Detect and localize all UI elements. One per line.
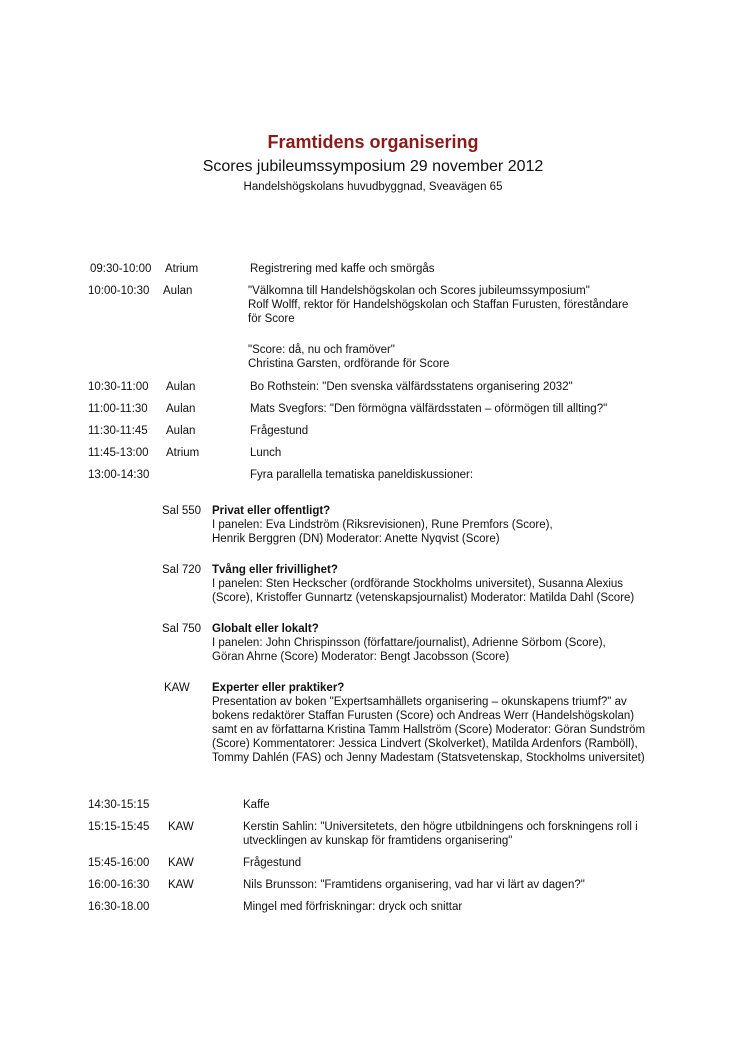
schedule-room: KAW — [168, 821, 194, 833]
panel-text: I panelen: John Chrispinsson (författare/journalist), Adrienne Sörbom (Score), Göran Ahrne (Score) Moderator: Bengt Jacobsson (Score) — [212, 637, 606, 663]
schedule-desc: Registrering med kaffe och smörgås — [250, 263, 435, 275]
schedule-desc: Kerstin Sahlin: "Universitetets, den högre utbildningens och forskningens roll i utvecklingen av kunskap för framtidens organisering" — [243, 821, 638, 847]
venue-line: Handelshögskolans huvudbyggnad, Sveavägen 65 — [243, 181, 503, 193]
schedule-room: KAW — [168, 879, 194, 891]
schedule-desc: "Score: då, nu och framöver" Christina Garsten, ordförande för Score — [248, 344, 450, 370]
schedule-desc: "Välkomna till Handelshögskolan och Scores jubileumssymposium" Rolf Wolff, rektor för Handelshögskolan och Staffan Furusten, föreståndare för Score — [248, 285, 629, 325]
schedule-room: Atrium — [165, 263, 199, 275]
panel-text: Presentation av boken "Expertsamhällets organisering – okunskapens triumf?" av bokens redaktörer Staffan Furusten (Score) och Andreas Werr (Handelshögskolan) samt en av författarna Kristina Tamm Hallström (Score) Moderator: Göran Sundström (Score) Kommentatorer: Jessica Lindvert (Skolverket), Matilda Ardenfors (Ramböll), Tommy Dahlén (FAS) och Jenny Madestam (Statsvetenskap, Stockholms universitet) — [212, 696, 646, 764]
schedule-time: 10:00-10:30 — [88, 285, 150, 297]
panel-room: Sal 750 — [162, 623, 202, 635]
schedule-desc: Fyra parallella tematiska paneldiskussioner: — [250, 469, 474, 481]
panel-room: Sal 550 — [162, 505, 202, 517]
schedule-time: 15:15-15:45 — [88, 821, 150, 833]
schedule-desc: Mats Svegfors: "Den förmögna välfärdsstaten – oförmögen till allting?" — [250, 403, 608, 415]
schedule-desc: Frågestund — [243, 857, 302, 869]
panel-title: Privat eller offentligt? — [212, 505, 331, 517]
schedule-time: 11:30-11:45 — [88, 425, 148, 437]
schedule-room: Aulan — [166, 425, 196, 437]
schedule-room: KAW — [168, 857, 194, 869]
panel-text: I panelen: Sten Heckscher (ordförande Stockholms universitet), Susanna Alexius (Score), Kristoffer Gunnartz (vetenskapsjournalist) Moderator: Matilda Dahl (Score) — [212, 578, 635, 604]
schedule-room: Aulan — [166, 403, 196, 415]
panel-room: Sal 720 — [162, 564, 202, 576]
schedule-time: 14:30-15:15 — [88, 799, 150, 811]
panel-title: Tvång eller frivillighet? — [212, 564, 338, 576]
schedule-time: 16:00-16:30 — [88, 879, 150, 891]
schedule-room: Aulan — [163, 285, 193, 297]
document-subtitle: Scores jubileumssymposium 29 november 2012 — [202, 158, 544, 175]
schedule-time: 15:45-16:00 — [88, 857, 150, 869]
schedule-desc: Mingel med förfriskningar: dryck och snittar — [243, 901, 463, 913]
schedule-time: 16:30-18.00 — [88, 901, 150, 913]
schedule-room: Atrium — [166, 447, 200, 459]
panel-title: Globalt eller lokalt? — [212, 623, 319, 635]
schedule-desc: Frågestund — [250, 425, 309, 437]
schedule-time: 13:00-14:30 — [88, 469, 150, 481]
schedule-time: 10:30-11:00 — [88, 381, 149, 393]
panel-room: KAW — [164, 682, 190, 694]
schedule-desc: Bo Rothstein: "Den svenska välfärdsstatens organisering 2032" — [250, 381, 573, 393]
panel-text: I panelen: Eva Lindström (Riksrevisionen), Rune Premfors (Score), Henrik Berggren (DN) Moderator: Anette Nyqvist (Score) — [212, 519, 553, 545]
schedule-desc: Nils Brunsson: "Framtidens organisering, vad har vi lärt av dagen?" — [243, 879, 585, 891]
panel-title: Experter eller praktiker? — [212, 682, 345, 694]
schedule-time: 09:30-10:00 — [90, 263, 152, 275]
schedule-room: Aulan — [166, 381, 196, 393]
document-title: Framtidens organisering — [267, 132, 479, 152]
schedule-desc: Kaffe — [243, 799, 270, 811]
schedule-desc: Lunch — [250, 447, 282, 459]
schedule-time: 11:00-11:30 — [88, 403, 148, 415]
schedule-time: 11:45-13:00 — [88, 447, 149, 459]
